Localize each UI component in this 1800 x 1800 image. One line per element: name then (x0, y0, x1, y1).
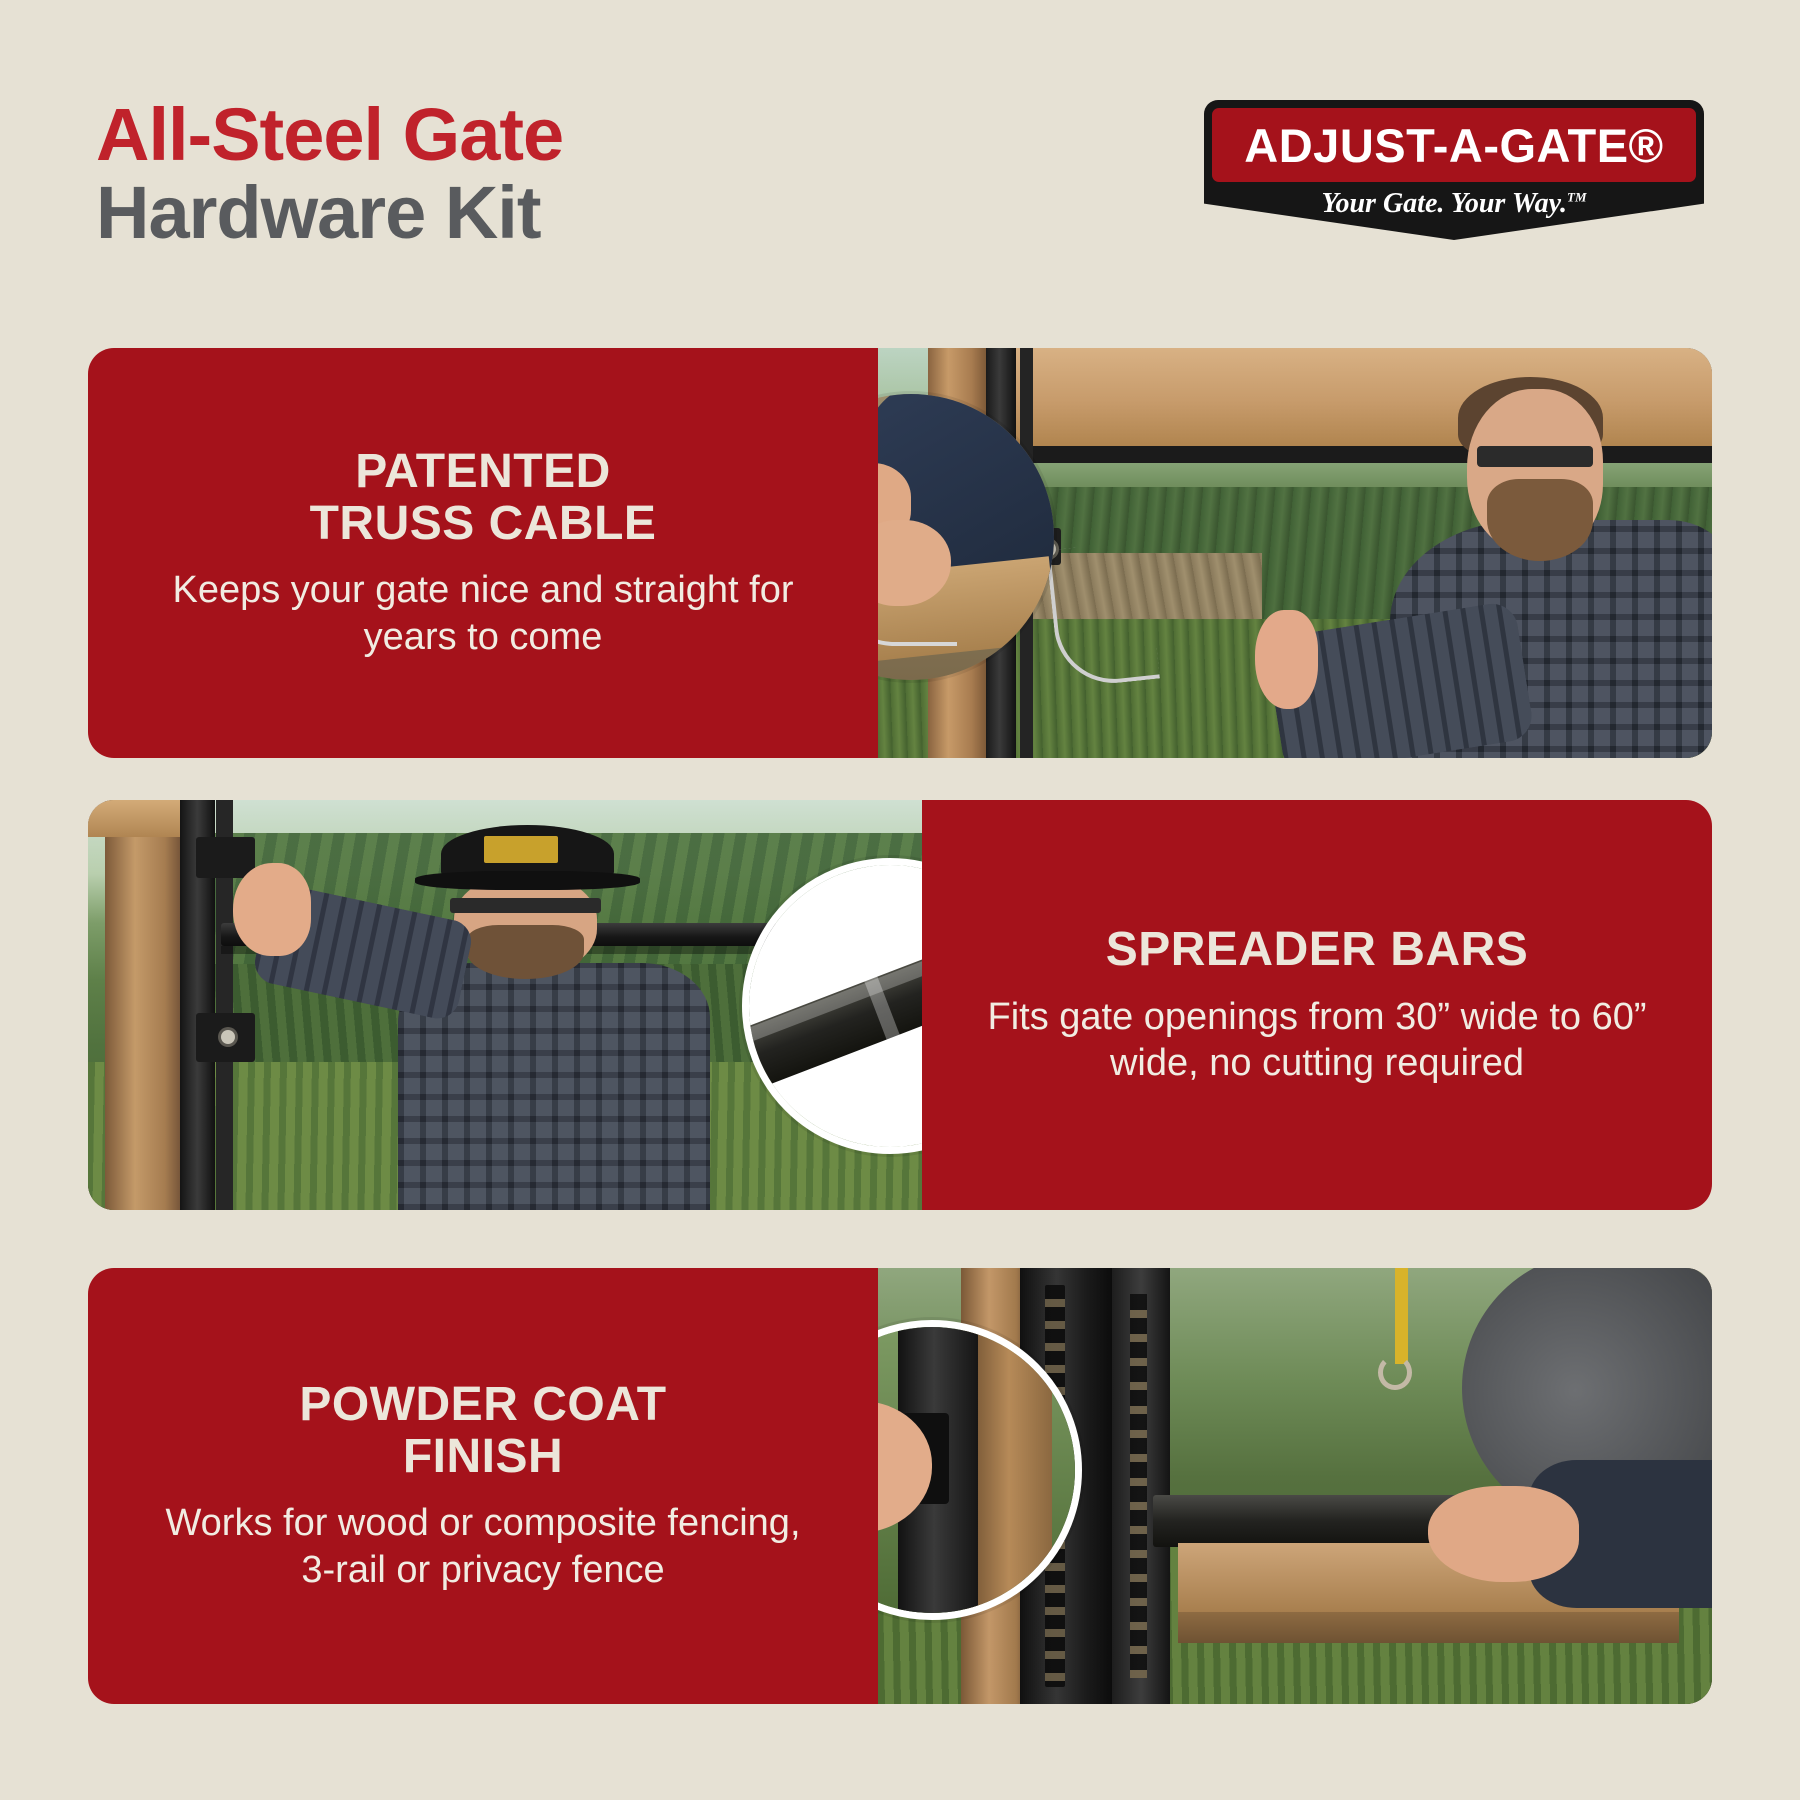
photo-wood-post (105, 800, 180, 1210)
feature-photo-powder-coat (878, 1268, 1712, 1704)
logo-tagline (1204, 188, 1704, 220)
feature-title-line-1: POWDER COAT (299, 1377, 667, 1431)
feature-card-powder-coat (88, 1268, 1712, 1704)
photo-cap-logo (484, 836, 558, 863)
photo-yellow-strap (1395, 1268, 1408, 1364)
page-title-line-1: All-Steel Gate (96, 93, 564, 176)
brand-logo (1204, 100, 1704, 240)
photo-bolt (221, 1030, 235, 1044)
inset-wood-post (966, 1327, 1052, 1613)
feature-text-truss-cable (88, 348, 878, 758)
feature-card-spreader-bars (88, 800, 1712, 1210)
feature-description-powder-coat: Works for wood or composite fencing, 3-rail or privacy fence (165, 1502, 801, 1591)
photo-person-beard (467, 925, 584, 979)
photo-upper-bracket (196, 837, 254, 878)
feature-title-line-1: PATENTED (355, 444, 611, 498)
feature-title-line-1: SPREADER BARS (1105, 922, 1529, 976)
feature-photo-truss-cable (878, 348, 1712, 758)
feature-title-line-2: TRUSS CABLE (309, 496, 657, 550)
photo-person (372, 825, 806, 1210)
photo-person-hand (1255, 610, 1318, 708)
logo-tagline-text: Your Gate. Your Way. (1321, 188, 1568, 219)
feature-title-line-2: FINISH (402, 1429, 564, 1483)
photo-person-glasses (450, 898, 602, 913)
trademark-icon: TM (1567, 189, 1587, 205)
feature-inset-powder-coat (878, 1320, 1082, 1620)
feature-inset-truss-cable (878, 394, 1054, 680)
feature-inset-spreader-bars (742, 858, 922, 1154)
logo-brand-plate (1212, 108, 1696, 182)
feature-title-powder-coat (299, 1379, 666, 1483)
photo-wood-rail-lower (1178, 1612, 1678, 1643)
photo-person (1245, 364, 1712, 758)
feature-photo-spreader-bars (88, 800, 922, 1210)
feature-title-spreader-bars (1106, 924, 1529, 976)
page-title (96, 93, 564, 255)
feature-title-truss-cable (310, 446, 657, 550)
photo-person-hand (1428, 1486, 1578, 1582)
photo-person-hand (233, 863, 311, 955)
photo-person-beard (1487, 479, 1593, 561)
photo-person-glasses (1477, 446, 1593, 467)
photo-cap-brim (415, 871, 641, 890)
photo-adjustment-holes-secondary (1130, 1294, 1147, 1678)
feature-card-truss-cable (88, 348, 1712, 758)
feature-description-spreader-bars: Fits gate openings from 30” wide to 60” wide, no cutting required (987, 995, 1647, 1084)
feature-text-powder-coat (88, 1268, 878, 1704)
feature-text-spreader-bars (922, 800, 1712, 1210)
photo-hook (1378, 1355, 1411, 1390)
page-title-line-2: Hardware Kit (96, 171, 541, 255)
header (96, 93, 1704, 276)
feature-description-truss-cable: Keeps your gate nice and straight for years to come (172, 569, 794, 658)
logo-brand-text: ADJUST-A-GATE (1244, 118, 1629, 172)
registered-trademark-icon: ® (1628, 118, 1664, 172)
